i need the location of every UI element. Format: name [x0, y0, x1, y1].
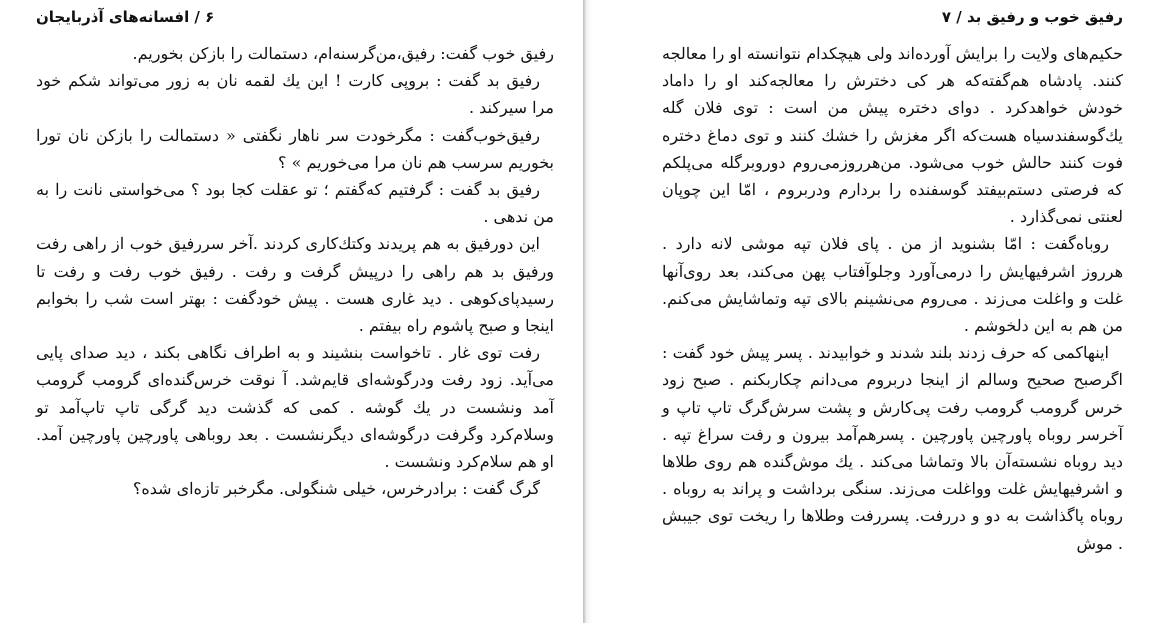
left-paragraph-2: رفیق بد گفت : بروپی کارت ! این یك لقمه نان به زور می‌تواند شکم خود مرا سیرکند .	[36, 71, 554, 118]
right-paragraph-2: روباه‌گفت : امّا بشنوید از من . پای فلان تپه موشی لانه دارد . هرروز اشرفیهایش را درمی‌آورد وجلوآفتاب پهن می‌کند، بعد روی‌آنها غلت و واغلت می‌زند . می‌روم می‌نشینم بالای تپه وتماشایش می‌کنم. من هم به این دلخوشم .	[662, 234, 1123, 336]
left-running-head: ۶ / افسانه‌های آذربایجان	[36, 8, 215, 26]
left-paragraph-3: رفیق‌خوب‌گفت : مگرخودت سر ناهار نگفتی « دستمالت را بازکن نان تورا بخوریم سرسب هم نان مرا می‌خوریم » ؟	[36, 125, 554, 172]
left-paragraph-7: گرگ گفت : برادرخرس، خیلی شنگولی. مگرخبر تازه‌ای شده؟	[132, 479, 540, 499]
right-paragraph-3: اینهاکمی که حرف زدند بلند شدند و خوابیدند . پسر پیش خود گفت : اگرصبح صحیح وسالم از اینجا دربروم می‌دانم چکاربکنم . صبح زود خرس گرومب گرومب رفت پی‌کارش و پشت سرش‌گرگ تاپ تاپ و آخرسر روباه پاورچین پاورچین . پسرهم‌آمد بیرون و رفت سراغ تپه . دید روباه نشسته‌آن بالا وتماشا می‌کند . یك موش‌گنده هم روی طلاها و اشرفیهایش غلت وواغلت می‌زند. سنگی برداشت و پراند به روباه . روباه پاگذاشت به دو و دررفت. پسررفت وطلاها را ریخت توی جیبش . موش	[662, 343, 1124, 553]
left-paragraph-1: رفیق خوب گفت: رفیق،من‌گرسنه‌ام، دستمالت را بازکن بخوریم.	[132, 44, 554, 63]
left-page	[0, 0, 583, 623]
left-paragraph-4: رفیق بد گفت : گرفتیم که‌گفتم ؛ تو عقلت کجا بود ؟ می‌خواستی نانت را به من ندهی .	[36, 180, 554, 227]
left-paragraph-6: رفت توی غار . تاخواست بنشیند و به اطراف نگاهی بکند ، دید صدای پایی می‌آید. زود رفت ودرگوشه‌ای قایم‌شد. آ نوقت خرس‌گنده‌ای گرومب گرومب آمد ونشست در یك گوشه . کمی که گذشت دید گرگی تاپ تاپ‌آمد تو وسلام‌کرد وگرفت درگوشه‌ای دیگرنشست . بعد روباهی پاورچین پاورچین آمد. او هم سلام‌کرد ونشست .	[36, 343, 554, 472]
right-page	[590, 0, 1175, 623]
right-paragraph-1: حکیم‌های ولایت را برایش آورده‌اند ولی هیچکدام نتوانسته او را معالجه کنند. پادشاه هم‌گفته‌که هر کی دخترش را معالجه‌کند او را داماد خودش خواهدکرد . دوای دختره پیش من است : توی فلان گله یك‌گوسفندسیاه هست‌که اگر مغزش را خشك کنند و توی دماغ دختره فوت کنند حالش خوب می‌شود. من‌هرروزمی‌روم دوروبرگله می‌پلکم که فرصتی دستم‌بیفتد گوسفنده را بردارم ودربروم ، امّا این چوپان لعنتی نمی‌گذارد .	[662, 44, 1123, 227]
right-running-head: رفیق خوب و رفیق بد / ۷	[941, 8, 1123, 26]
left-paragraph-5: این دورفیق به هم پریدند وکتك‌کاری کردند .آخر سررفیق خوب از راهی رفت ورفیق بد هم راهی را درپیش گرفت و رفت . رفیق خوب رفت و رفت تا رسیدپای‌کوهی . دید غاری هست . پیش خودگفت : بهتر است شب را بخوابم اینجا و صبح پاشوم راه بیفتم .	[36, 234, 554, 336]
